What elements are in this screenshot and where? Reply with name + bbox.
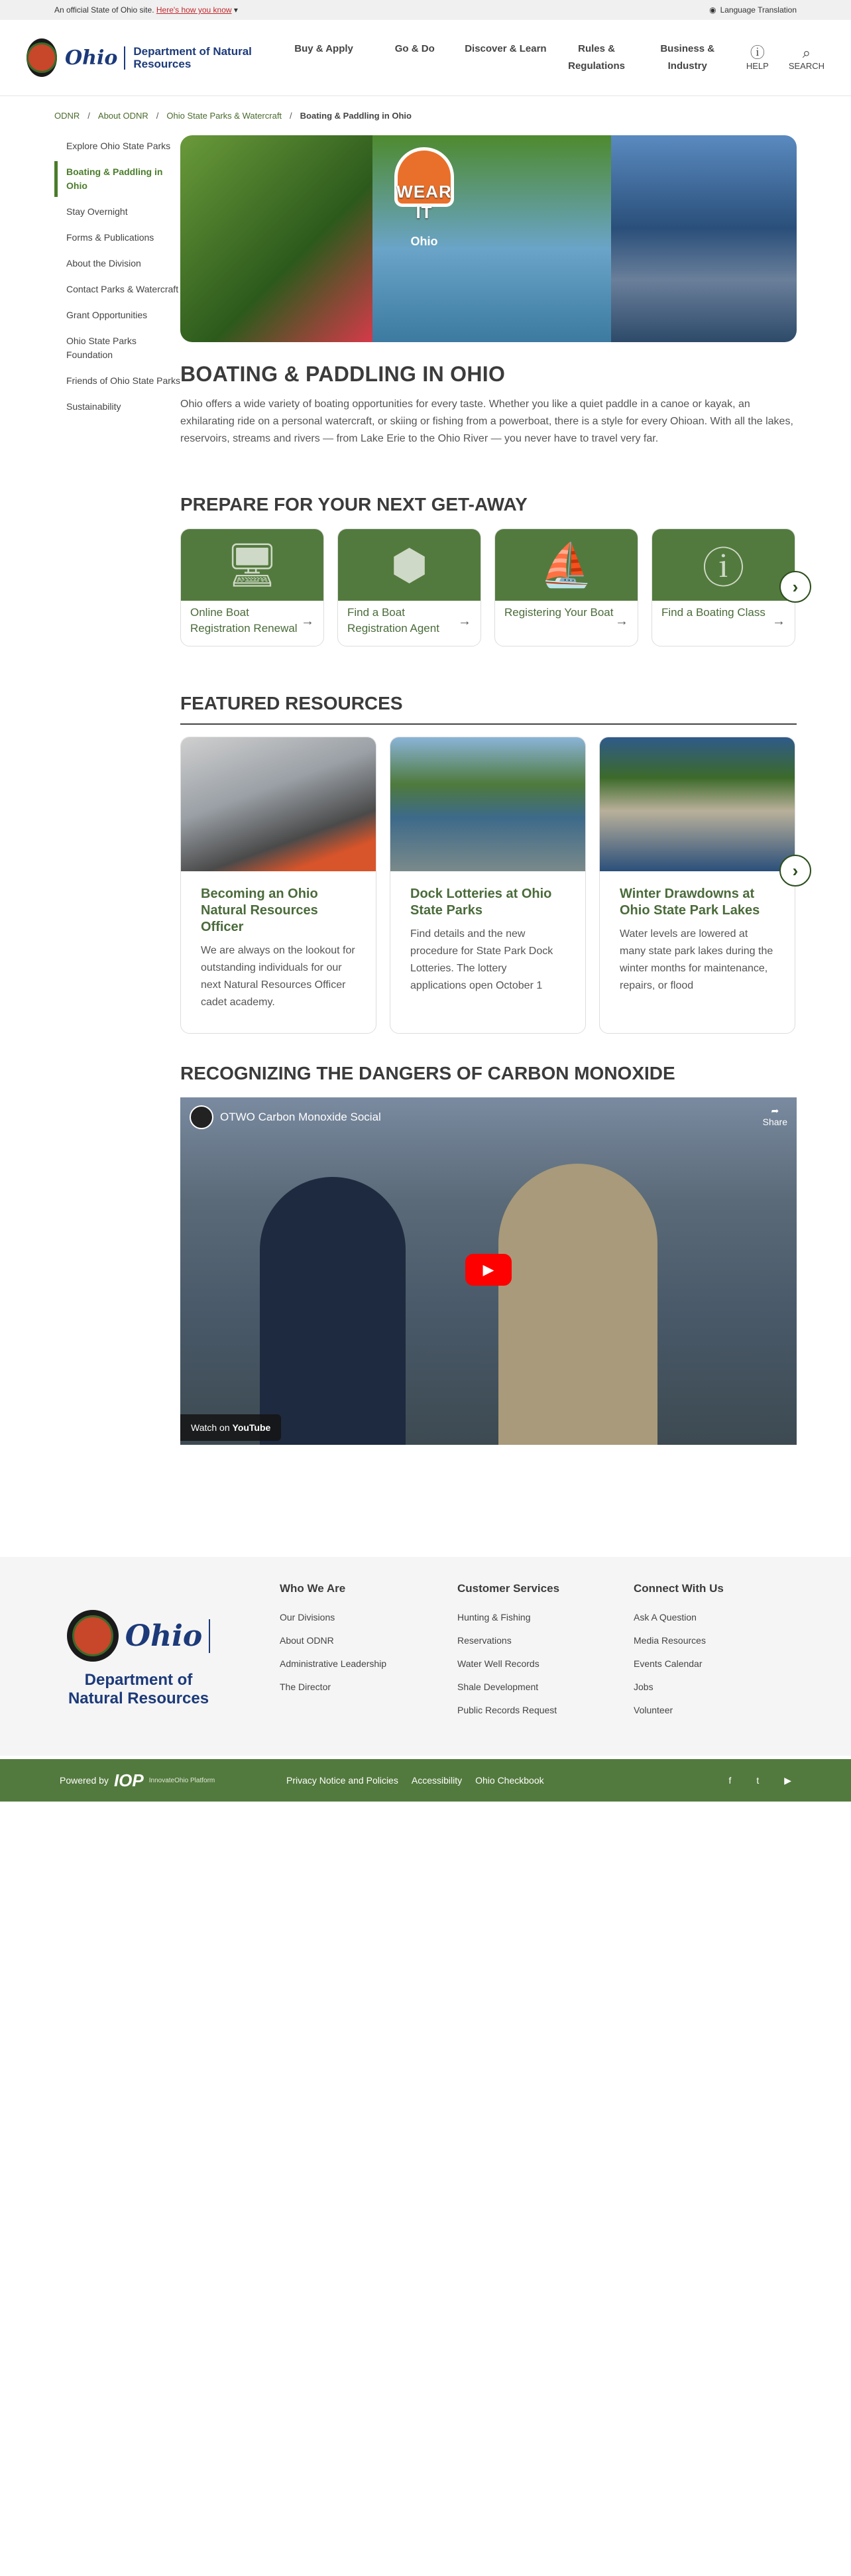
arrow-right-icon: →: [458, 614, 471, 629]
hero-photo-life-jackets: [180, 135, 372, 342]
youtube-icon[interactable]: ▶: [784, 1774, 791, 1786]
footer-col-who: Who We Are Our Divisions About ODNR Administrative Leadership The Director: [280, 1582, 439, 1699]
facebook-icon[interactable]: f: [728, 1774, 732, 1786]
social-links: [728, 1775, 791, 1786]
main-nav: [265, 40, 746, 75]
play-button[interactable]: [465, 1254, 512, 1286]
chevron-down-icon: ▾: [233, 5, 238, 15]
utility-nav: [746, 45, 824, 71]
intro-paragraph: Ohio offers a wide variety of boating opportunities for every taste. Whether you like a quiet paddle in a canoe or kayak, an exhilarating ride on a personal watercraft, or skiing or fishing from a powerboat, there is a style for every Ohioan. With all the lakes, reservoirs, streams and rivers — from Lake Erie to the Ohio River — you never have to travel very far.: [180, 399, 793, 444]
channel-avatar[interactable]: [190, 1105, 213, 1129]
nav-business-industry[interactable]: Business & Industry: [660, 43, 715, 72]
play-icon: ▶: [482, 1261, 494, 1278]
video-person-right: [498, 1164, 657, 1445]
ohio-wordmark: Ohio: [65, 46, 125, 70]
sidebar-item-foundation[interactable]: Ohio State Parks Foundation: [66, 336, 137, 360]
boat-icon: ⛵: [539, 540, 593, 589]
twitter-icon[interactable]: t: [756, 1774, 760, 1786]
checkbook-link[interactable]: Ohio Checkbook: [475, 1775, 544, 1786]
quick-link-card[interactable]: ⓘ Find a Boating Class →: [652, 528, 795, 646]
sidebar-item-friends[interactable]: Friends of Ohio State Parks: [66, 375, 180, 386]
iop-logo: IOP: [113, 1770, 144, 1790]
officer-photo: [181, 737, 376, 871]
youtube-logo: YouTube: [232, 1422, 271, 1433]
how-you-know-link[interactable]: Here's how you know: [156, 5, 232, 15]
sidebar-item-grants[interactable]: Grant Opportunities: [66, 310, 148, 320]
footer-col-services: Customer Services Hunting & Fishing Reservations Water Well Records Shale Development Public Records Request: [457, 1582, 616, 1722]
featured-card[interactable]: Winter Drawdowns at Ohio State Park Lakes Water levels are lowered at many state park lakes during the winter months for maintenance, repairs, or flood: [599, 737, 795, 1034]
footer-link[interactable]: Administrative Leadership: [280, 1658, 387, 1669]
breadcrumb-odnr[interactable]: ODNR: [54, 111, 80, 121]
featured-card[interactable]: Becoming an Ohio Natural Resources Officer We are always on the lookout for outstanding individuals for our next Natural Resources Officer cadet academy.: [180, 737, 376, 1034]
quick-link-card[interactable]: ⬢ Find a Boat Registration Agent →: [337, 528, 481, 646]
footer-link[interactable]: About ODNR: [280, 1635, 334, 1646]
footer-link[interactable]: Media Resources: [634, 1635, 706, 1646]
ohio-wordmark: Ohio: [125, 1619, 210, 1653]
quick-link-card[interactable]: 🖥 Online Boat Registration Renewal →: [180, 528, 324, 646]
language-label: Language Translation: [720, 5, 797, 15]
wear-it-logo: WEAR IT Ohio: [391, 147, 457, 249]
sidebar: [54, 135, 180, 1445]
sidebar-item-sustainability[interactable]: Sustainability: [66, 401, 121, 412]
breadcrumb-current: Boating & Paddling in Ohio: [300, 111, 412, 121]
youtube-video-player[interactable]: [180, 1097, 797, 1445]
footer-link[interactable]: The Director: [280, 1682, 331, 1692]
page-title: BOATING & PADDLING IN OHIO: [180, 362, 506, 386]
breadcrumb-parks[interactable]: Ohio State Parks & Watercraft: [166, 111, 282, 121]
footer-link[interactable]: Public Records Request: [457, 1705, 557, 1715]
official-text: An official State of Ohio site.: [54, 5, 154, 15]
site-footer: [0, 1557, 851, 1756]
sidebar-item-about[interactable]: About the Division: [66, 258, 141, 269]
search-button[interactable]: ⌕ SEARCH: [788, 44, 824, 71]
carbon-heading: RECOGNIZING THE DANGERS OF CARBON MONOXIDE: [180, 1063, 675, 1083]
footer-link[interactable]: Jobs: [634, 1682, 653, 1692]
computer-boat-icon: 🖥: [225, 540, 280, 589]
sidebar-item-explore[interactable]: Explore Ohio State Parks: [66, 141, 171, 151]
nav-rules-regulations[interactable]: Rules & Regulations: [568, 43, 625, 72]
help-button[interactable]: ⓘ HELP: [746, 44, 769, 71]
footer-col-connect: Connect With Us Ask A Question Media Resources Events Calendar Jobs Volunteer: [634, 1582, 793, 1722]
iop-badge[interactable]: Powered by IOP InnovateOhio Platform: [60, 1770, 215, 1790]
help-icon: ⓘ: [750, 44, 765, 61]
nav-discover-learn[interactable]: Discover & Learn: [465, 43, 547, 54]
language-translation[interactable]: [709, 5, 797, 15]
drawdown-photo: [600, 737, 795, 871]
globe-icon: ◉: [709, 5, 716, 15]
featured-heading: FEATURED RESOURCES: [180, 693, 403, 713]
footer-link[interactable]: Reservations: [457, 1635, 512, 1646]
divider: [180, 723, 797, 725]
footer-logo[interactable]: [62, 1610, 215, 1708]
chevron-right-icon: ›: [792, 576, 799, 597]
arrow-right-icon: →: [615, 614, 628, 629]
odnr-seal-icon: [67, 1610, 119, 1662]
video-title[interactable]: OTWO Carbon Monoxide Social: [220, 1111, 381, 1123]
ohio-map-icon: ⬢: [390, 540, 428, 589]
featured-card[interactable]: Dock Lotteries at Ohio State Parks Find details and the new procedure for State Park Dock Lotteries. The lottery applications open October 1: [390, 737, 586, 1034]
accessibility-link[interactable]: Accessibility: [411, 1775, 463, 1786]
carousel-next-button[interactable]: [779, 571, 811, 603]
sidebar-item-stay[interactable]: Stay Overnight: [66, 206, 128, 217]
footer-bottom-bar: [0, 1759, 851, 1802]
hero-photo-paddleboard: [372, 135, 611, 342]
footer-link[interactable]: Shale Development: [457, 1682, 539, 1692]
quick-links-carousel: [180, 528, 797, 646]
footer-link[interactable]: Volunteer: [634, 1705, 673, 1715]
hero-banner: [180, 135, 797, 342]
footer-link[interactable]: Hunting & Fishing: [457, 1612, 531, 1623]
footer-link[interactable]: Ask A Question: [634, 1612, 697, 1623]
main-area: [0, 135, 851, 1445]
chevron-right-icon: ›: [792, 860, 799, 881]
alert-icon: ⓘ: [702, 544, 745, 592]
share-button[interactable]: ➦ Share: [762, 1105, 787, 1127]
nav-go-do[interactable]: Go & Do: [394, 43, 435, 54]
footer-link[interactable]: Water Well Records: [457, 1658, 539, 1669]
dock-photo: [390, 737, 585, 871]
sidebar-item-boating[interactable]: Boating & Paddling in Ohio: [54, 161, 180, 197]
nav-buy-apply[interactable]: Buy & Apply: [294, 43, 353, 54]
breadcrumb-about[interactable]: About ODNR: [97, 111, 148, 121]
footer-dept-name: Department of Natural Resources: [68, 1671, 209, 1707]
odnr-seal-icon: [27, 38, 57, 77]
sidebar-item-forms[interactable]: Forms & Publications: [66, 232, 154, 243]
footer-link[interactable]: Our Divisions: [280, 1612, 335, 1623]
arrow-right-icon: →: [301, 614, 314, 629]
carousel-next-button[interactable]: [779, 855, 811, 887]
video-person-left: [260, 1177, 406, 1445]
featured-carousel: [180, 737, 797, 1034]
sidebar-item-contact[interactable]: Contact Parks & Watercraft: [66, 284, 179, 294]
breadcrumb: ODNR / About ODNR / Ohio State Parks & Watercraft / Boating & Paddling in Ohio: [54, 111, 412, 121]
odnr-logo[interactable]: [27, 38, 265, 77]
hero-photo-canoe: [611, 135, 797, 342]
content: [180, 135, 797, 1445]
official-banner: [0, 0, 851, 20]
quick-link-card[interactable]: ⛵ Registering Your Boat →: [494, 528, 638, 646]
share-icon: ➦: [771, 1105, 779, 1116]
arrow-right-icon: →: [772, 614, 785, 629]
privacy-link[interactable]: Privacy Notice and Policies: [286, 1775, 398, 1786]
search-icon: ⌕: [802, 44, 811, 61]
site-header: [0, 20, 851, 96]
prepare-heading: PREPARE FOR YOUR NEXT GET-AWAY: [180, 494, 528, 515]
footer-link[interactable]: Events Calendar: [634, 1658, 703, 1669]
dept-name: Department of Natural Resources: [133, 45, 252, 70]
watch-on-youtube-button[interactable]: Watch on YouTube: [180, 1414, 281, 1441]
